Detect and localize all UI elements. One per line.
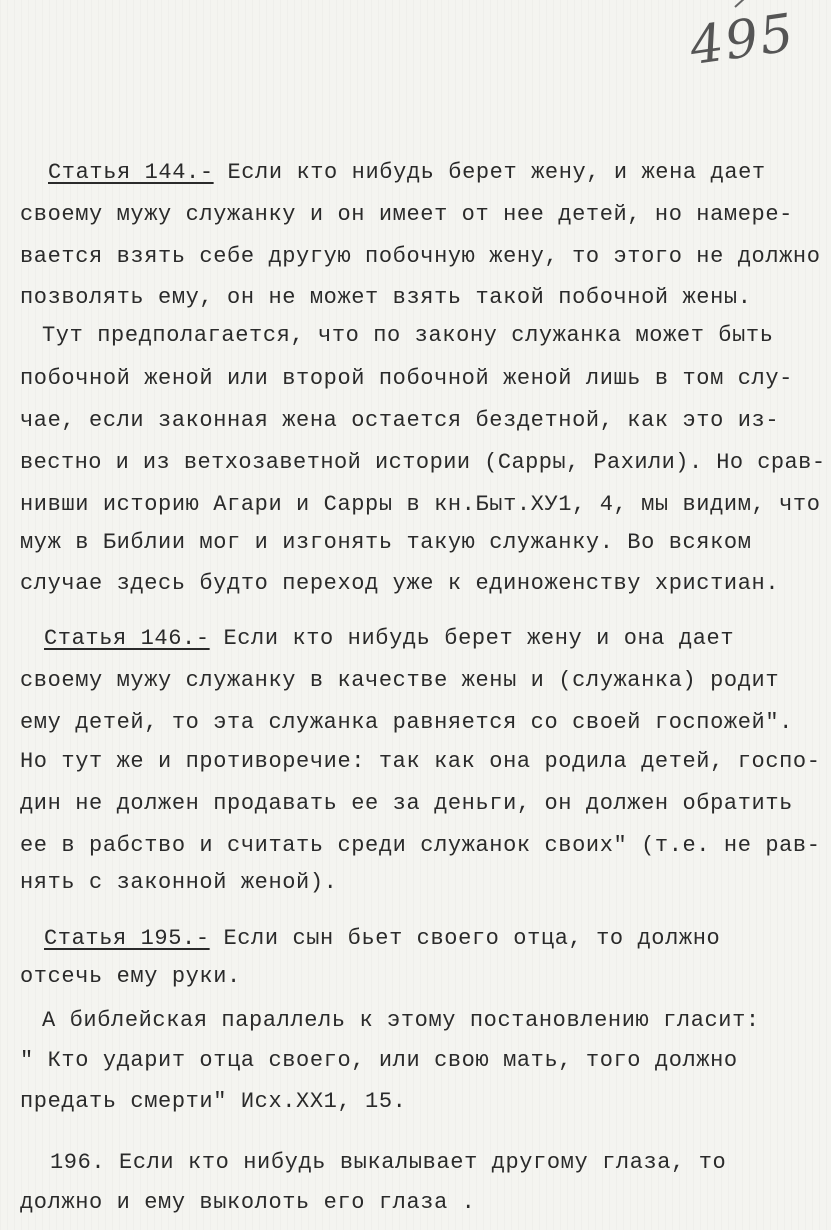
article-146-heading-line bbox=[44, 628, 734, 650]
article-196-line: 196. Если кто нибудь выкалывает другому глаза, то bbox=[50, 1150, 727, 1175]
article-195-title: Статья 195.- bbox=[44, 926, 210, 951]
text-line: Но тут же и противоречие: так как она родила детей, госпо- bbox=[20, 749, 821, 774]
text-line: А библейская параллель к этому постановлению гласит: bbox=[42, 1008, 760, 1033]
text-line: нять с законной женой). bbox=[20, 870, 338, 895]
text-line: " Кто ударит отца своего, или свою мать, того должно bbox=[20, 1048, 738, 1073]
article-144-title: Статья 144.- bbox=[48, 160, 214, 185]
article-144-text: Если кто нибудь берет жену, и жена дает bbox=[213, 160, 766, 185]
text-line: побочной женой или второй побочной женой лишь в том слу- bbox=[20, 366, 793, 391]
article-144-heading-line bbox=[48, 162, 766, 184]
text-line: муж в Библии мог и изгонять такую служанку. Во всяком bbox=[20, 530, 752, 555]
article-195-text: Если сын бьет своего отца, то должно bbox=[209, 926, 721, 951]
text-line: своему мужу служанку в качестве жены и (служанка) родит bbox=[20, 668, 780, 693]
text-line: отсечь ему руки. bbox=[20, 964, 241, 989]
text-line: вестно и из ветхозаветной истории (Сарры, Рахили). Но срав- bbox=[20, 450, 826, 475]
text-line: случае здесь будто переход уже к единоженству христиан. bbox=[20, 571, 780, 596]
handwritten-page-number: 495 bbox=[686, 2, 799, 78]
text-line: нивши историю Агари и Сарры в кн.Быт.ХУ1, 4, мы видим, что bbox=[20, 492, 821, 517]
text-line: своему мужу служанку и он имеет от нее детей, но намере- bbox=[20, 202, 793, 227]
text-line: позволять ему, он не может взять такой побочной жены. bbox=[20, 285, 752, 310]
text-line: ему детей, то эта служанка равняется со своей госпожей". bbox=[20, 710, 793, 735]
article-195-heading-line bbox=[44, 928, 720, 950]
text-line: должно и ему выколоть его глаза . bbox=[20, 1190, 476, 1215]
text-line: ее в рабство и считать среди служанок своих" (т.е. не рав- bbox=[20, 833, 821, 858]
text-line: вается взять себе другую побочную жену, то этого не должно bbox=[20, 244, 821, 269]
article-146-title: Статья 146.- bbox=[44, 626, 210, 651]
text-line: предать смерти" Исх.ХХ1, 15. bbox=[20, 1089, 407, 1114]
text-line: Тут предполагается, что по закону служанка может быть bbox=[42, 323, 774, 348]
article-146-text: Если кто нибудь берет жену и она дает bbox=[209, 626, 735, 651]
text-line: чае, если законная жена остается бездетной, как это из- bbox=[20, 408, 780, 433]
text-line: дин не должен продавать ее за деньги, он должен обратить bbox=[20, 791, 793, 816]
